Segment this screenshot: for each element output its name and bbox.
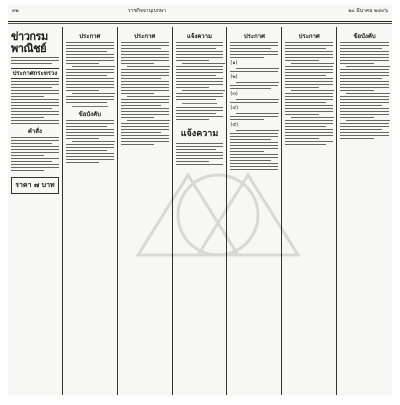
header-date: ๒๐ มีนาคม ๒๔๙๖ (348, 8, 388, 14)
text-block (176, 42, 224, 100)
section-heading: ประกาศ (134, 33, 156, 40)
text-block (230, 42, 278, 58)
section-heading: ข้อบังคับ (78, 111, 101, 118)
section-heading: ข้อบังคับ (353, 33, 376, 40)
column-4 (173, 27, 228, 395)
column-3 (118, 27, 173, 395)
header-rule (8, 23, 392, 24)
column-7 (337, 27, 392, 395)
text-block (11, 81, 59, 124)
text-block (340, 42, 389, 139)
columns (8, 27, 392, 395)
newspaper-page (8, 5, 392, 395)
column-2 (63, 27, 118, 395)
list-item: (๕) (230, 122, 239, 128)
page-header (8, 5, 392, 22)
masthead-title: ข่าวกรมพาณิชย์ (11, 30, 48, 55)
text-block (285, 42, 333, 145)
column-6 (282, 27, 337, 395)
list-item: (๒) (230, 74, 238, 80)
section-heading: ประกาศกระทรวง (12, 70, 58, 77)
list-item: (๑) (230, 60, 238, 66)
header-publication: ราชกิจจานุเบกษา (128, 8, 167, 14)
divider (182, 103, 218, 104)
column-1 (8, 27, 63, 395)
section-heading: ประกาศ (243, 33, 265, 40)
notice-heading: แจ้งความ (180, 129, 219, 139)
section-heading: แจ้งความ (186, 33, 212, 40)
section-heading: คำสั่ง (27, 128, 42, 135)
text-block (230, 130, 278, 170)
divider (72, 106, 108, 107)
text-block (121, 42, 169, 145)
text-block (66, 42, 114, 103)
column-5 (227, 27, 282, 395)
text-block (11, 57, 59, 64)
list-item: (๓) (230, 91, 238, 97)
list-item: (๔) (230, 105, 239, 111)
text-block (176, 107, 224, 120)
price-box: ราคา ๗ บาท (11, 177, 59, 194)
section-heading: ประกาศ (79, 33, 101, 40)
header-page-number: ๓๒ (12, 8, 19, 14)
text-block (176, 143, 224, 165)
text-block (11, 137, 59, 171)
section-heading: ประกาศ (298, 33, 320, 40)
text-block (66, 120, 114, 163)
